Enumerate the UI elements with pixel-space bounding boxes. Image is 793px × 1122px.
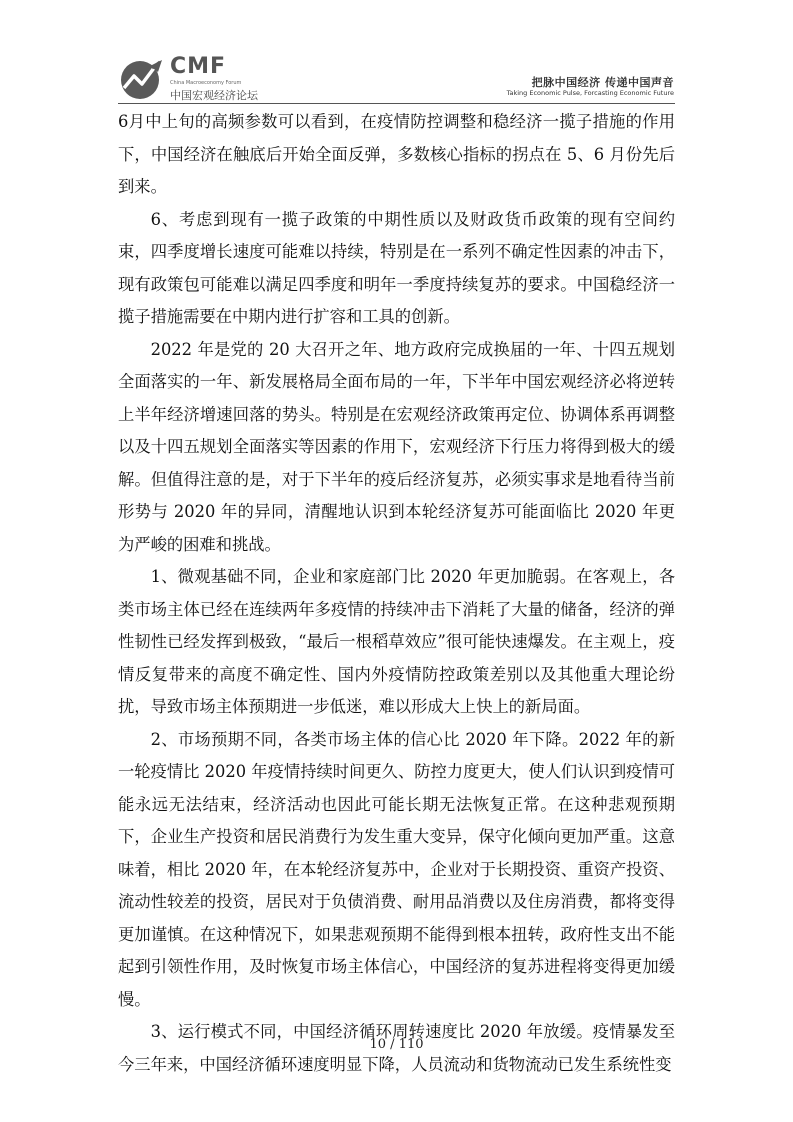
paragraph: 3、运行模式不同，中国经济循环周转速度比 2020 年放缓。疫情暴发至今三年来，中国经济循环速度明显下降，人员流动和货物流动已发生系统性变 [118, 1022, 675, 1074]
document-body [118, 106, 675, 1081]
logo-subtitle-en: China Macroeconomy Forum [170, 80, 242, 86]
paragraph-continuation: 6月中上旬的高频参数可以看到，在疫情防控调整和稳经济一揽子措施的作用下，中国经济在触底后开始全面反弹，多数核心指标的拐点在 5、6 月份先后到来。 [118, 112, 675, 196]
cmf-logo [118, 56, 288, 106]
page-header [0, 0, 793, 110]
logo-text: CMF [170, 54, 227, 79]
paragraph: 2022 年是党的 20 大召开之年、地方政府完成换届的一年、十四五规划全面落实的一年、新发展格局全面布局的一年，下半年中国宏观经济必将逆转上半年经济增速回落的势头。特别是在宏观经济政策再定位、协调体系再调整以及十四五规划全面落实等因素的作用下，宏观经济下行压力将得到极大的缓解。但值得注意的是，对于下半年的疫后经济复苏，必须实事求是地看待当前形势与 2020 年的异同，清醒地认识到本轮经济复苏可能面临比 2020 年更为严峻的困难和挑战。 [118, 339, 675, 554]
header-divider [118, 103, 675, 104]
paragraph: 6、考虑到现有一揽子政策的中期性质以及财政货币政策的现有空间约束，四季度增长速度可能难以持续，特别是在一系列不确定性因素的冲击下，现有政策包可能难以满足四季度和明年一季度持续复苏的要求。中国稳经济一揽子措施需要在中期内进行扩容和工具的创新。 [118, 209, 675, 326]
cmf-logo-icon [118, 56, 166, 104]
logo-subtitle-cn: 中国宏观经济论坛 [170, 89, 258, 102]
slogan-en: Taking Economic Pulse, Forcasting Economic Future [506, 89, 674, 97]
paragraph: 1、微观基础不同，企业和家庭部门比 2020 年更加脆弱。在客观上，各类市场主体已经在连续两年多疫情的持续冲击下消耗了大量的储备，经济的弹性韧性已经发挥到极致，“最后一根稻草效应”很可能快速爆发。在主观上，疫情反复带来的高度不确定性、国内外疫情防控政策差别以及其他重大理论纷扰，导致市场主体预期进一步低迷，难以形成大上快上的新局面。 [118, 567, 675, 716]
slogan-cn: 把脉中国经济 传递中国声音 [531, 76, 674, 89]
page-number: 10 / 110 [369, 1037, 424, 1052]
paragraph: 2、市场预期不同，各类市场主体的信心比 2020 年下降。2022 年的新一轮疫情比 2020 年疫情持续时间更久、防控力度更大，使人们认识到疫情可能永远无法结束，经济活动也因此可能长期无法恢复正常。在这种悲观预期下，企业生产投资和居民消费行为发生重大变异，保守化倾向更加严重。这意味着，相比 2020 年，在本轮经济复苏中，企业对于长期投资、重资产投资、流动性较差的投资，居民对于负债消费、耐用品消费以及住房消费，都将变得更加谨慎。在这种情况下，如果悲观预期不能得到根本扭转，政府性支出不能起到引领性作用，及时恢复市场主体信心，中国经济的复苏进程将变得更加缓慢。 [118, 729, 675, 1009]
